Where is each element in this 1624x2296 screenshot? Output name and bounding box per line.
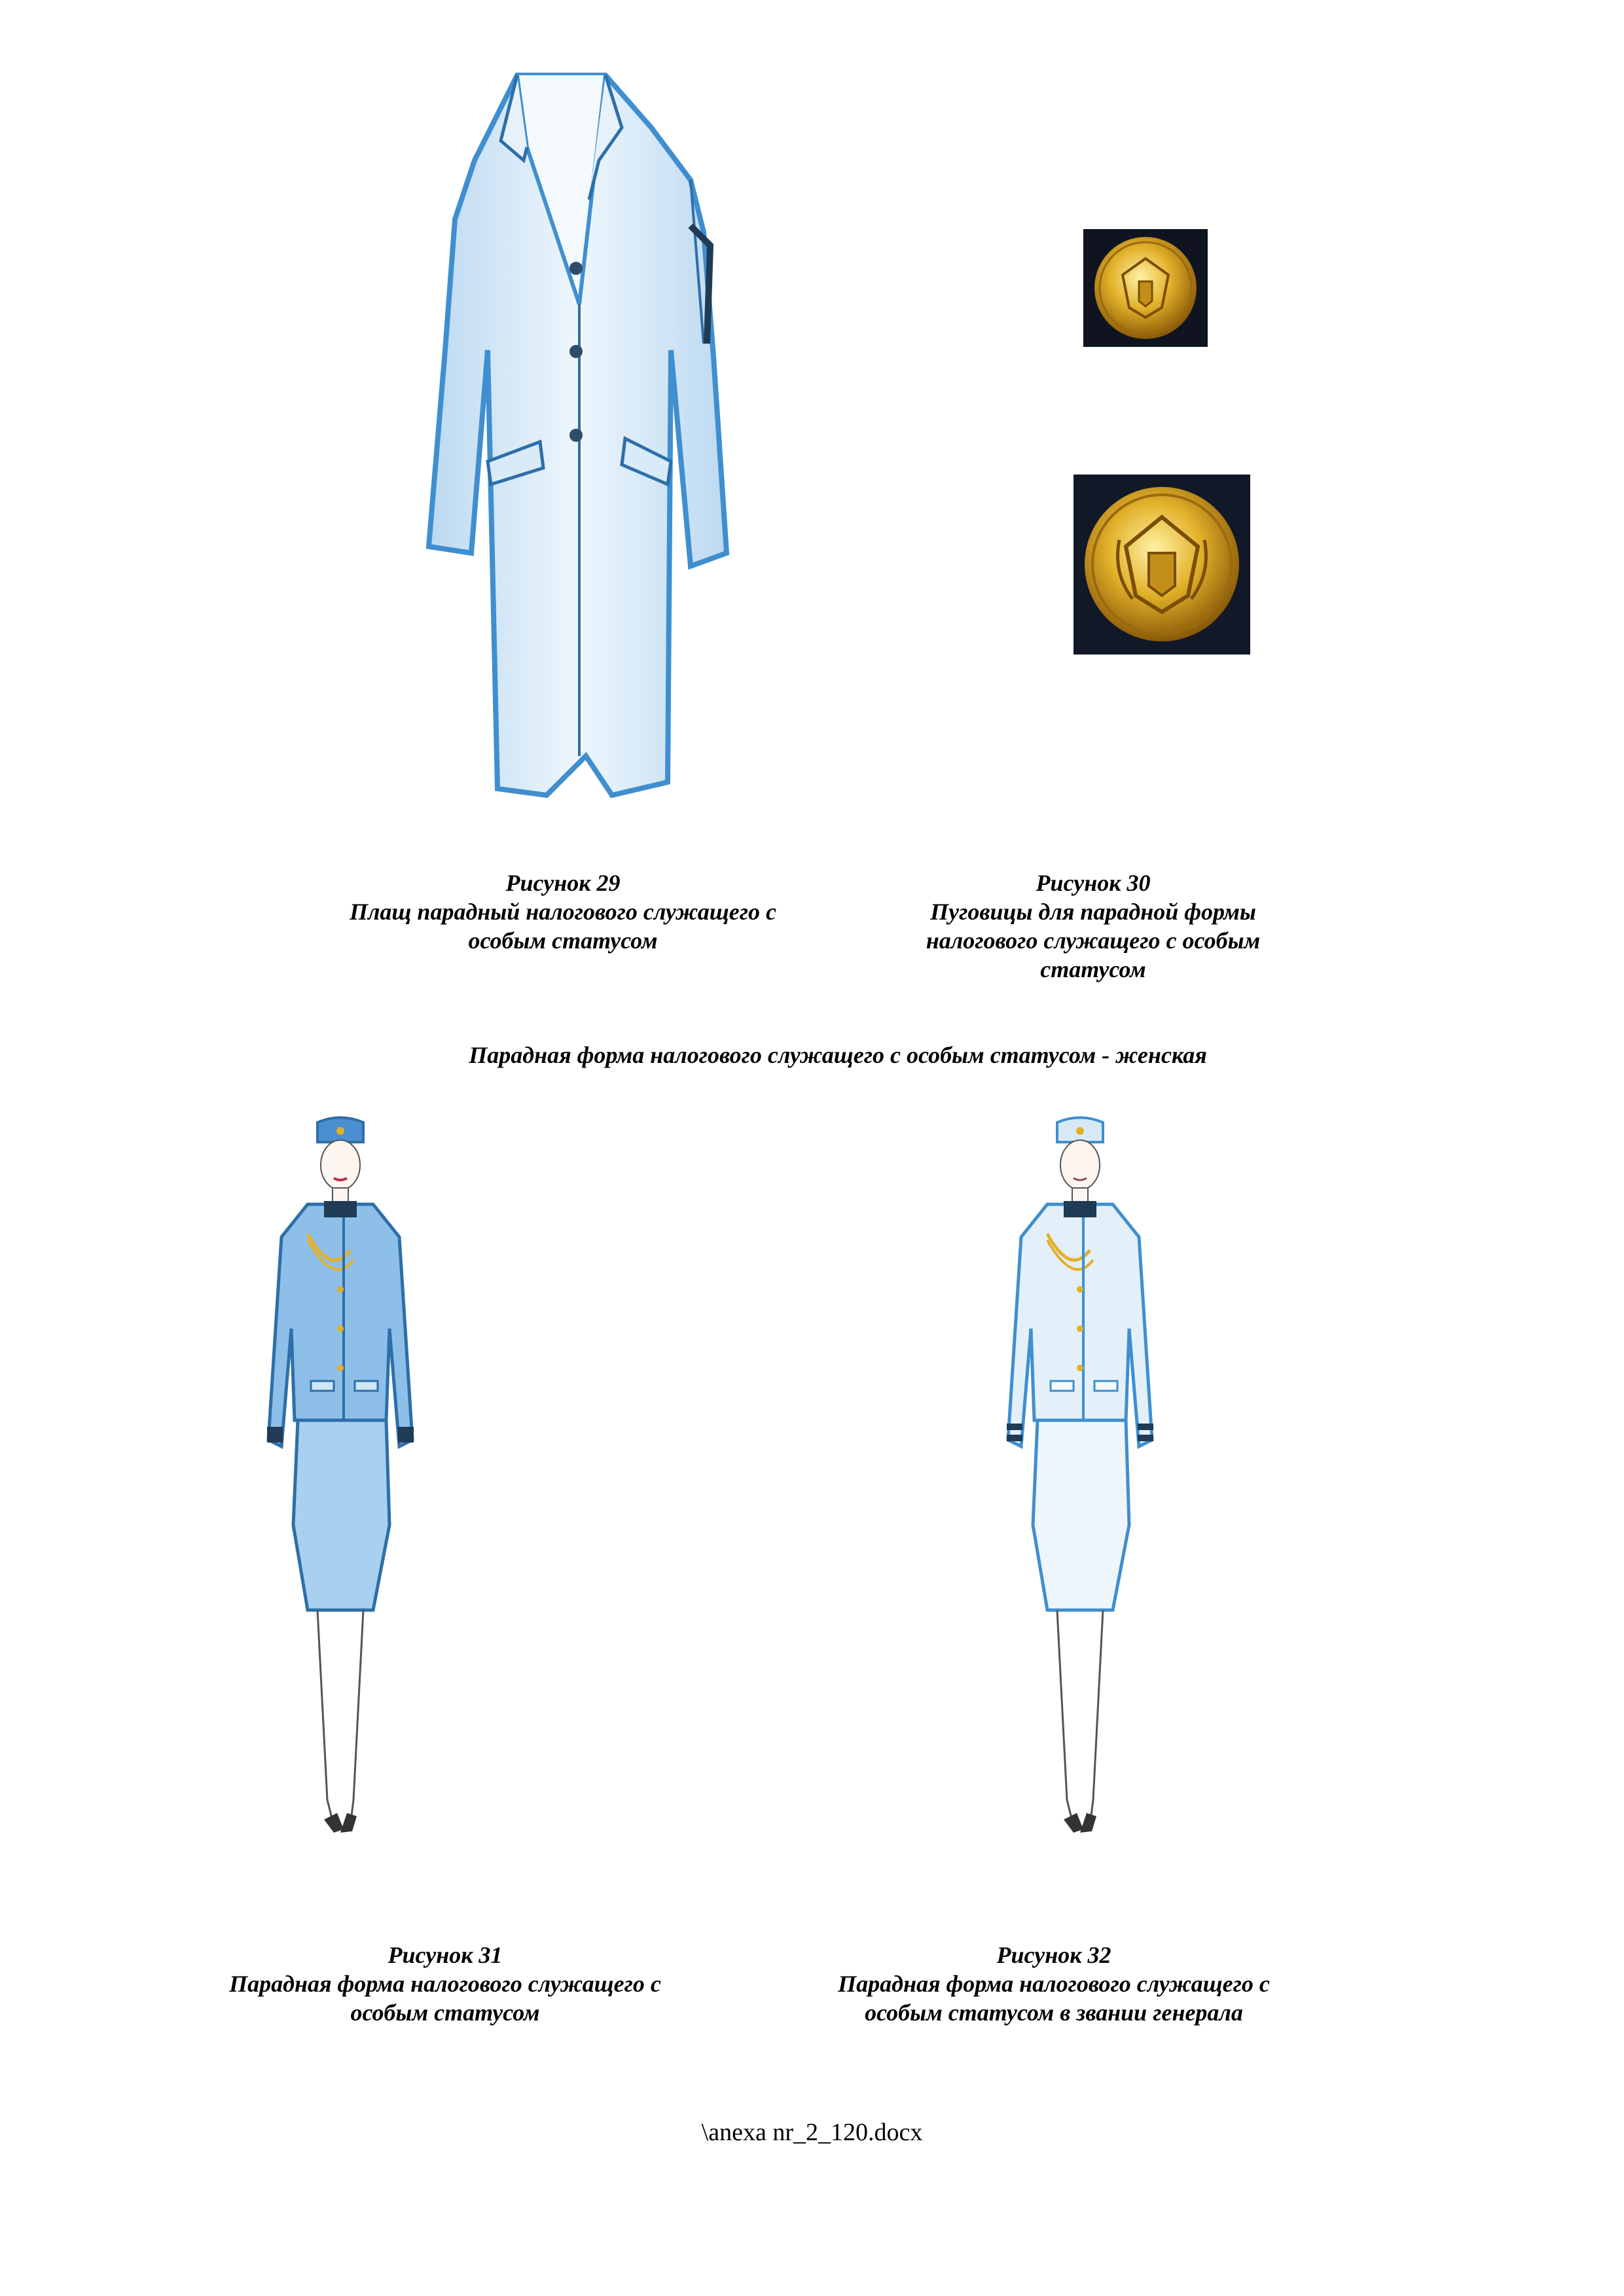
figure-title-line: Плащ парадный налогового служащего с xyxy=(349,899,777,925)
female-uniform-sketch-icon xyxy=(242,1113,439,1846)
figure-title-line: особым статусом xyxy=(468,927,658,954)
figure-title-line: Пуговицы для парадной формы xyxy=(930,899,1256,925)
figure-29-caption xyxy=(249,869,877,955)
figure-number-label: Рисунок 31 xyxy=(388,1942,503,1968)
figure-title-line: особым статусом xyxy=(350,2000,540,2026)
figure-number-label: Рисунок 32 xyxy=(996,1942,1111,1968)
section-heading: Парадная форма налогового служащего с особым статусом - женская xyxy=(469,1042,1207,1068)
figure-title-line: Парадная форма налогового служащего с xyxy=(229,1971,661,1997)
gold-button-icon xyxy=(1074,475,1250,655)
figure-title-line: статусом xyxy=(1040,956,1146,982)
figure-title-line: особым статусом в звании генерала xyxy=(865,2000,1243,2026)
figure-32-caption xyxy=(766,1941,1342,2027)
figure-title-line: Парадная форма налогового служащего с xyxy=(838,1971,1270,1997)
figure-30-caption xyxy=(844,869,1342,984)
figure-32-uniform-image xyxy=(982,1113,1178,1846)
figure-31-uniform-image xyxy=(242,1113,439,1846)
figure-30-button-photo-large xyxy=(1074,475,1250,655)
document-footer-filename: \anexa nr_2_120.docx xyxy=(701,2119,923,2146)
figure-number-label: Рисунок 30 xyxy=(1036,870,1151,896)
figure-29-coat-image xyxy=(363,49,756,834)
female-uniform-sketch-icon xyxy=(982,1113,1178,1846)
gold-button-icon xyxy=(1083,229,1208,347)
figure-30-button-photo-small xyxy=(1083,229,1208,347)
figure-title-line: налогового служащего с особым xyxy=(926,927,1261,954)
figure-31-caption xyxy=(157,1941,733,2027)
coat-sketch-icon xyxy=(363,49,756,834)
figure-number-label: Рисунок 29 xyxy=(505,870,621,896)
